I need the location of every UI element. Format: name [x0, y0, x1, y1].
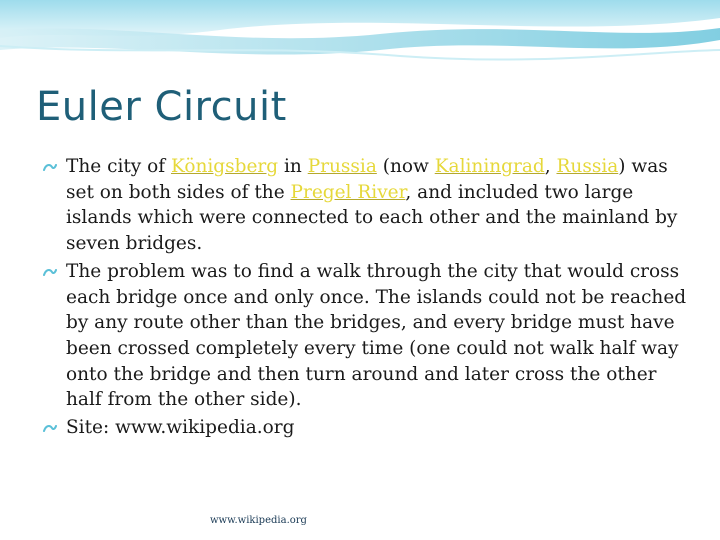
bullet-text: The city of [66, 156, 171, 177]
bullet-text: , [544, 156, 557, 177]
bullet-text: ) was set on both sides of the [66, 156, 668, 203]
bullet-item-konigsberg [40, 154, 690, 257]
wave-bullet-icon [43, 266, 57, 278]
wave-bullet-icon [43, 161, 57, 173]
link-konigsberg[interactable]: Königsberg [171, 156, 279, 177]
slide-title: Euler Circuit [36, 84, 287, 130]
content-bullet-list [40, 154, 690, 443]
bullet-text: in [278, 156, 308, 177]
bullet-text: Site: www.wikipedia.org [66, 417, 295, 439]
footer-source-link[interactable]: www.wikipedia.org [210, 515, 307, 526]
bullet-text: (now [376, 156, 435, 177]
wave-bullet-icon [43, 422, 57, 434]
bullet-text: The problem was to find a walk through the city that would cross each bridge once and only once. The islands could not be reached by any route other than the bridges, and every bridge must have been crossed completely every time (one could not walk half way onto the bridge and then turn around and later cross the other half from the other side). [66, 260, 687, 411]
link-pregel-river[interactable]: Pregel River [290, 181, 406, 203]
bullet-item-problem [40, 259, 690, 413]
header-wave-decoration [0, 0, 720, 70]
bullet-item-site [40, 415, 690, 441]
link-prussia[interactable]: Prussia [307, 156, 377, 177]
link-russia[interactable]: Russia [556, 156, 619, 177]
link-kaliningrad[interactable]: Kaliningrad [434, 156, 545, 177]
bullet-text: , and included two large islands which were connected to each other and the mainland by seven bridges. [66, 181, 678, 255]
